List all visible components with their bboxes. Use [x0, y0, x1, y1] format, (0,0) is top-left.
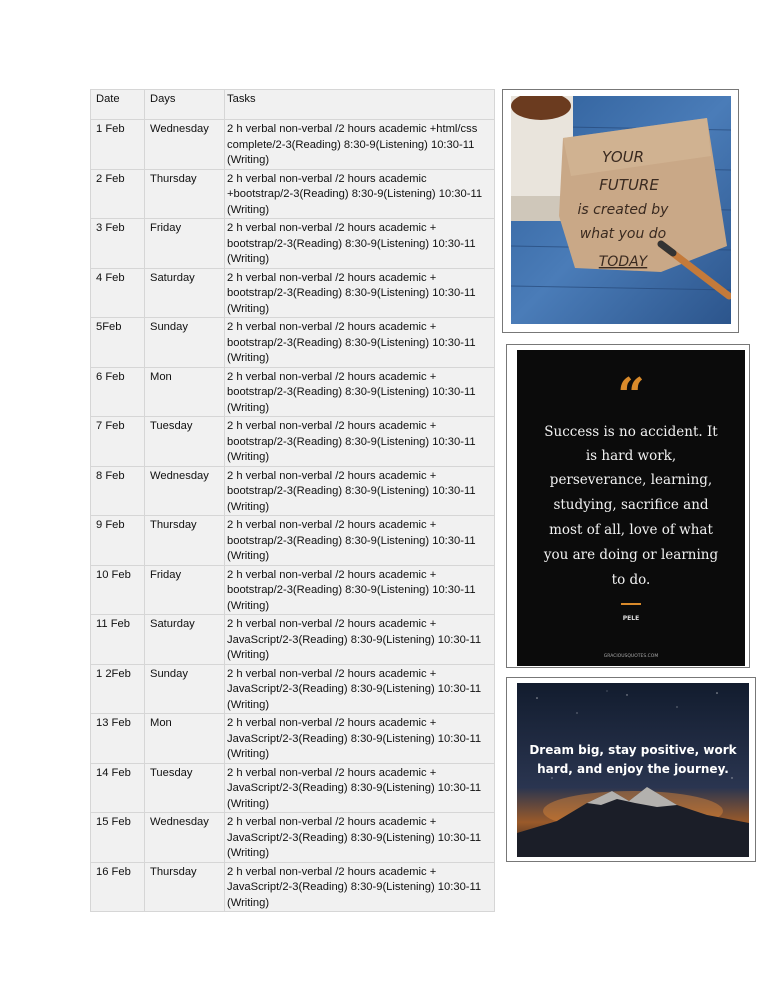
task-cell: 2 h verbal non-verbal /2 hours academic + bootstrap/2-3(Reading) 8:30-9(Listening) 10:30-11 (Writing) [225, 219, 495, 269]
day-cell: Sunday [145, 318, 225, 368]
table-row [91, 862, 495, 912]
pele-quote-line-5: most of all, love of what [549, 522, 713, 538]
task-cell: 2 h verbal non-verbal /2 hours academic +bootstrap/2-3(Reading) 8:30-9(Listening) 10:30-11 (Writing) [225, 169, 495, 219]
table-row [91, 466, 495, 516]
dream-quote-line-1: Dream big, stay positive, work [529, 743, 737, 757]
day-cell: Friday [145, 565, 225, 615]
pele-quote-line-6: you are doing or learning [543, 547, 719, 563]
pele-quote-line-1: Success is no accident. It [544, 424, 718, 440]
date-cell: 14 Feb [91, 763, 145, 813]
day-cell: Mon [145, 367, 225, 417]
pele-quote-author: PELE [622, 615, 640, 622]
header-tasks: Tasks [225, 90, 495, 120]
date-cell: 3 Feb [91, 219, 145, 269]
table-row [91, 516, 495, 566]
date-cell: 1 Feb [91, 120, 145, 170]
task-cell: 2 h verbal non-verbal /2 hours academic + bootstrap/2-3(Reading) 8:30-9(Listening) 10:30-11 (Writing) [225, 565, 495, 615]
table-row [91, 318, 495, 368]
task-cell: 2 h verbal non-verbal /2 hours academic + bootstrap/2-3(Reading) 8:30-9(Listening) 10:30-11 (Writing) [225, 318, 495, 368]
day-cell: Wednesday [145, 466, 225, 516]
dream-quote-line-2: hard, and enjoy the journey. [537, 762, 729, 776]
pele-quote-line-2: is hard work, [585, 448, 677, 464]
table-row [91, 268, 495, 318]
task-cell: 2 h verbal non-verbal /2 hours academic + JavaScript/2-3(Reading) 8:30-9(Listening) 10:30-11 (Writing) [225, 664, 495, 714]
pele-quote-line-3: perseverance, learning, [549, 472, 713, 488]
quote-divider [621, 603, 641, 605]
day-cell: Saturday [145, 615, 225, 665]
date-cell: 7 Feb [91, 417, 145, 467]
day-cell: Wednesday [145, 120, 225, 170]
table-header-row [91, 90, 495, 120]
table-row [91, 714, 495, 764]
day-cell: Friday [145, 219, 225, 269]
quote-mark-icon: “ [617, 368, 645, 424]
future-quote-line-4: what you do [579, 226, 667, 242]
task-cell: 2 h verbal non-verbal /2 hours academic + bootstrap/2-3(Reading) 8:30-9(Listening) 10:30-11 (Writing) [225, 466, 495, 516]
header-date: Date [91, 90, 145, 120]
future-quote-line-2: FUTURE [599, 176, 659, 194]
future-quote-image-frame [502, 89, 739, 333]
task-cell: 2 h verbal non-verbal /2 hours academic + JavaScript/2-3(Reading) 8:30-9(Listening) 10:30-11 (Writing) [225, 615, 495, 665]
date-cell: 2 Feb [91, 169, 145, 219]
task-cell: 2 h verbal non-verbal /2 hours academic + bootstrap/2-3(Reading) 8:30-9(Listening) 10:30-11 (Writing) [225, 417, 495, 467]
pele-quote-image [517, 350, 745, 666]
task-cell: 2 h verbal non-verbal /2 hours academic + JavaScript/2-3(Reading) 8:30-9(Listening) 10:30-11 (Writing) [225, 813, 495, 863]
day-cell: Thursday [145, 862, 225, 912]
day-cell: Saturday [145, 268, 225, 318]
date-cell: 9 Feb [91, 516, 145, 566]
schedule-table [90, 89, 495, 912]
pele-quote-site: GRACIOUSQUOTES.COM [603, 654, 659, 659]
task-cell: 2 h verbal non-verbal /2 hours academic + bootstrap/2-3(Reading) 8:30-9(Listening) 10:30-11 (Writing) [225, 367, 495, 417]
future-quote-line-5: TODAY [598, 254, 648, 270]
task-cell: 2 h verbal non-verbal /2 hours academic + JavaScript/2-3(Reading) 8:30-9(Listening) 10:30-11 (Writing) [225, 862, 495, 912]
day-cell: Thursday [145, 169, 225, 219]
day-cell: Thursday [145, 516, 225, 566]
day-cell: Tuesday [145, 417, 225, 467]
table-row [91, 664, 495, 714]
table-row [91, 417, 495, 467]
future-quote-line-1: YOUR [601, 148, 645, 166]
task-cell: 2 h verbal non-verbal /2 hours academic + bootstrap/2-3(Reading) 8:30-9(Listening) 10:30-11 (Writing) [225, 268, 495, 318]
date-cell: 13 Feb [91, 714, 145, 764]
task-cell: 2 h verbal non-verbal /2 hours academic + bootstrap/2-3(Reading) 8:30-9(Listening) 10:30-11 (Writing) [225, 516, 495, 566]
date-cell: 1 2Feb [91, 664, 145, 714]
dream-quote-image-frame [506, 677, 756, 862]
day-cell: Mon [145, 714, 225, 764]
dream-quote-image [517, 683, 749, 857]
pele-quote-line-7: to do. [611, 572, 651, 588]
future-quote-image [511, 96, 731, 324]
header-days: Days [145, 90, 225, 120]
date-cell: 15 Feb [91, 813, 145, 863]
table-row [91, 565, 495, 615]
table-row [91, 813, 495, 863]
date-cell: 16 Feb [91, 862, 145, 912]
date-cell: 6 Feb [91, 367, 145, 417]
day-cell: Sunday [145, 664, 225, 714]
date-cell: 5Feb [91, 318, 145, 368]
date-cell: 11 Feb [91, 615, 145, 665]
pele-quote-image-frame [506, 344, 750, 668]
date-cell: 10 Feb [91, 565, 145, 615]
task-cell: 2 h verbal non-verbal /2 hours academic + JavaScript/2-3(Reading) 8:30-9(Listening) 10:30-11 (Writing) [225, 763, 495, 813]
table-row [91, 120, 495, 170]
table-row [91, 169, 495, 219]
table-row [91, 219, 495, 269]
table-row [91, 367, 495, 417]
task-cell: 2 h verbal non-verbal /2 hours academic + JavaScript/2-3(Reading) 8:30-9(Listening) 10:30-11 (Writing) [225, 714, 495, 764]
task-cell: 2 h verbal non-verbal /2 hours academic +html/css complete/2-3(Reading) 8:30-9(Listening) 10:30-11 (Writing) [225, 120, 495, 170]
table-row [91, 615, 495, 665]
future-quote-line-3: is created by [577, 202, 669, 218]
pele-quote-line-4: studying, sacrifice and [553, 497, 709, 513]
date-cell: 4 Feb [91, 268, 145, 318]
day-cell: Wednesday [145, 813, 225, 863]
day-cell: Tuesday [145, 763, 225, 813]
table-row [91, 763, 495, 813]
date-cell: 8 Feb [91, 466, 145, 516]
